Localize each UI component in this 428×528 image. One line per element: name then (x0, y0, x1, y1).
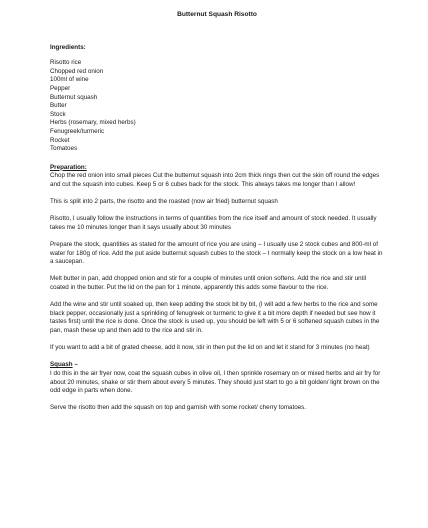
ingredient-item: Fenugreek/turmeric (50, 127, 105, 135)
squash-heading-line (50, 361, 384, 370)
ingredient-item: 100ml of wine (50, 76, 89, 84)
ingredient-item: Stock (50, 110, 66, 118)
ingredient-item: Herbs (rosemary, mixed herbs) (50, 119, 136, 127)
squash-heading: Squash (50, 361, 73, 369)
preparation-paragraph: If you want to add a bit of grated cheese, add it now, stir in then put the lid on and let it stand for 3 minutes (no heat) (50, 344, 370, 352)
squash-paragraph: Serve the risotto then add the squash on top and garnish with some rocket/ cherry tomatoes. (50, 404, 307, 412)
squash-paragraph: I do this in the air fryer now, coat the squash cubes in olive oil, I then sprinkle rosemary on or mixed herbs and air fry for about 20 minutes, shake or stir them about every 5 minutes. They should just start to go a bit golden/ light brown on the odd edge in parts when done. (50, 369, 381, 395)
preparation-paragraph: Add the wine and stir until soaked up, then keep adding the stock bit by bit, (I will add a few herbs to the rice and some black pepper, occasionally just a sprinkling of fenugreek or turmeric to give it a bit more depth if needed but see how it tastes first) until the rice is done. Once the stock is used up, you should be left with 5 or 6 softened squash cubes in the pan, mash these up and then add to the rice and stir in. (50, 301, 380, 334)
ingredient-item: Butternut squash (50, 93, 98, 101)
squash-section (50, 361, 384, 413)
preparation-paragraph: Prepare the stock, quantities as stated for the amount of rice you are using – I usually use 2 stock cubes and 800-ml of water for 180g of rice. Add the put aside butternut squash cubes to the stock – I normally keep the stock on a low heat in a saucepan. (50, 241, 383, 266)
ingredient-item: Chopped red onion (50, 67, 104, 75)
ingredient-item: Risotto rice (50, 59, 82, 67)
ingredient-item: Tomatoes (50, 145, 78, 153)
preparation-paragraph: Chop the red onion into small pieces Cut the butternut squash into 2cm thick rings then cut the skin off round the edges and cut the squash into cubes. Keep 5 or 6 cubes back for the stock. This always takes me longer than I allow! (50, 172, 380, 188)
ingredients-list (50, 59, 384, 154)
recipe-title: Butternut Squash Risotto (177, 11, 257, 18)
ingredient-item: Pepper (50, 84, 71, 92)
preparation-paragraph: This is split into 2 parts, the risotto and the roasted (now air fried) butternut squash (50, 198, 278, 206)
preparation-section (50, 164, 384, 353)
preparation-paragraph: Risotto, I usually follow the instructions in terms of quantities from the rice itself and amount of stock needed. It usually takes me 10 minutes longer than it says usually about 30 minutes (50, 215, 377, 231)
preparation-paragraph: Melt butter in pan, add chopped onion and stir for a couple of minutes until onion softens. Add the rice and stir until coated in the butter. Put the lid on the pan for 1 minute, apparently this adds some flavour to the rice. (50, 275, 367, 292)
ingredients-section (50, 44, 384, 154)
ingredient-item: Rocket (50, 136, 70, 144)
ingredient-item: Butter (50, 102, 67, 110)
ingredients-heading: Ingredients: (50, 43, 86, 51)
squash-heading-dash: – (72, 361, 78, 369)
preparation-heading: Preparation: (50, 163, 87, 171)
